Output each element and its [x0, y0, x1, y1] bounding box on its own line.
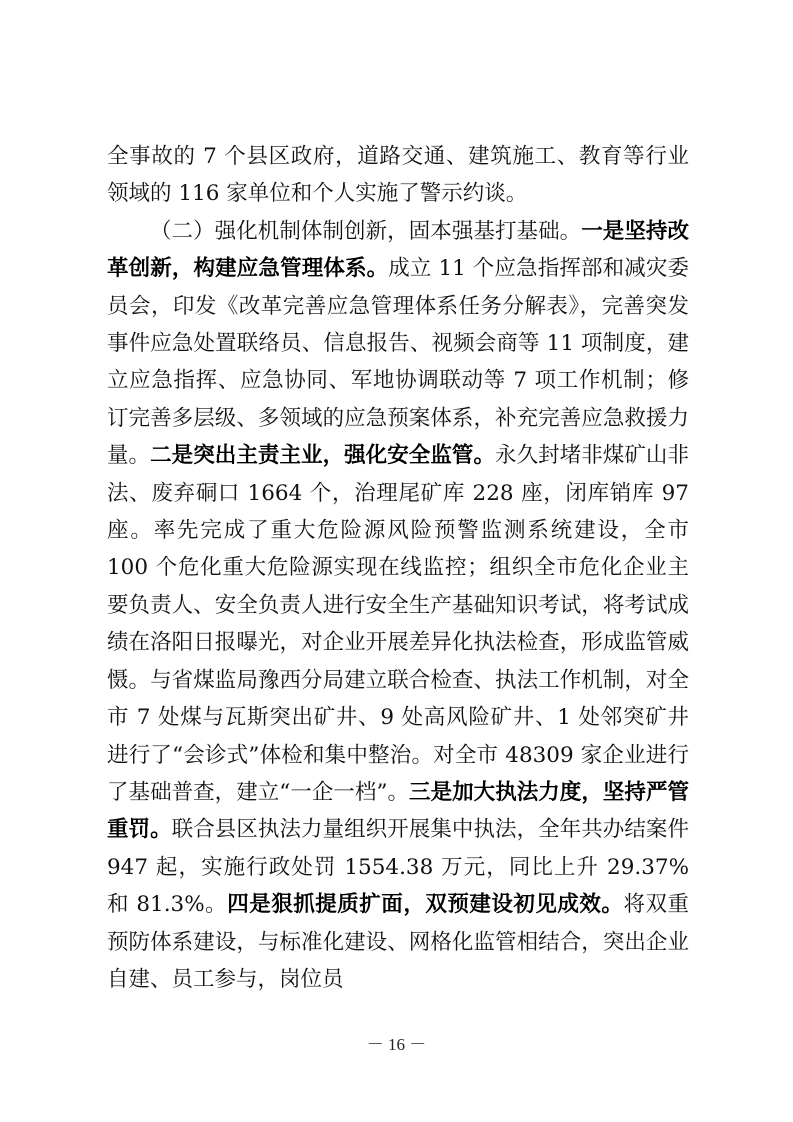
paragraph-continuation: 全事故的 7 个县区政府，道路交通、建筑施工、教育等行业领域的 116 家单位和个人实施了警示约谈。 [107, 144, 689, 207]
point-4-text: 将双重预防体系建设，与标准化建设、网格化监管相结合，突出企业自建、员工参与，岗位员 [107, 892, 689, 992]
point-3-heading: 三是加大执法力度，坚持严管重罚。 [107, 779, 689, 843]
point-4-heading: 四是狠抓提质扩面，双预建设初见成效。 [227, 892, 624, 918]
point-1-heading: 一是坚持改革创新，构建应急管理体系。 [107, 218, 689, 282]
body-text [107, 138, 689, 998]
point-2-heading: 二是突出主责主业，强化安全监管。 [150, 443, 496, 469]
section-heading: （二）强化机制体制创新，固本强基打基础。 [150, 218, 582, 244]
paragraph-mechanism-innovation [107, 213, 689, 999]
point-2-text: 永久封堵非煤矿山非法、废弃硐口 1664 个，治理尾矿库 228 座，闭库销库 97 座。率先完成了重大危险源风险预警监测系统建设，全市 100 个危化重大危险源实现在线监控；组织全市危化企业主要负责人、安全负责人进行安全生产基础知识考试，将考试成绩在洛阳日报曝光，对企业开展差异化执法检查，形成监管威慑。与省煤监局豫西分局建立联合检查、执法工作机制，对全市 7 处煤与瓦斯突出矿井、9 处高风险矿井、1 处邻突矿井进行了“会诊式”体检和集中整治。对全市 48309 家企业进行了基础普查，建立“一企一档”。 [107, 443, 689, 805]
page-number: － 16 － [366, 1035, 427, 1054]
point-3-text: 联合县区执法力量组织开展集中执法，全年共办结案件 947 起，实施行政处罚 1554.38 万元，同比上升 29.37%和 81.3%。 [107, 817, 689, 918]
point-1-text: 成立 11 个应急指挥部和减灾委员会，印发《改革完善应急管理体系任务分解表》，完善突发事件应急处置联络员、信息报告、视频会商等 11 项制度，建立应急指挥、应急协同、军地协调联动等 7 项工作机制；修订完善多层级、多领域的应急预案体系，补充完善应急救援力量。 [107, 256, 689, 469]
